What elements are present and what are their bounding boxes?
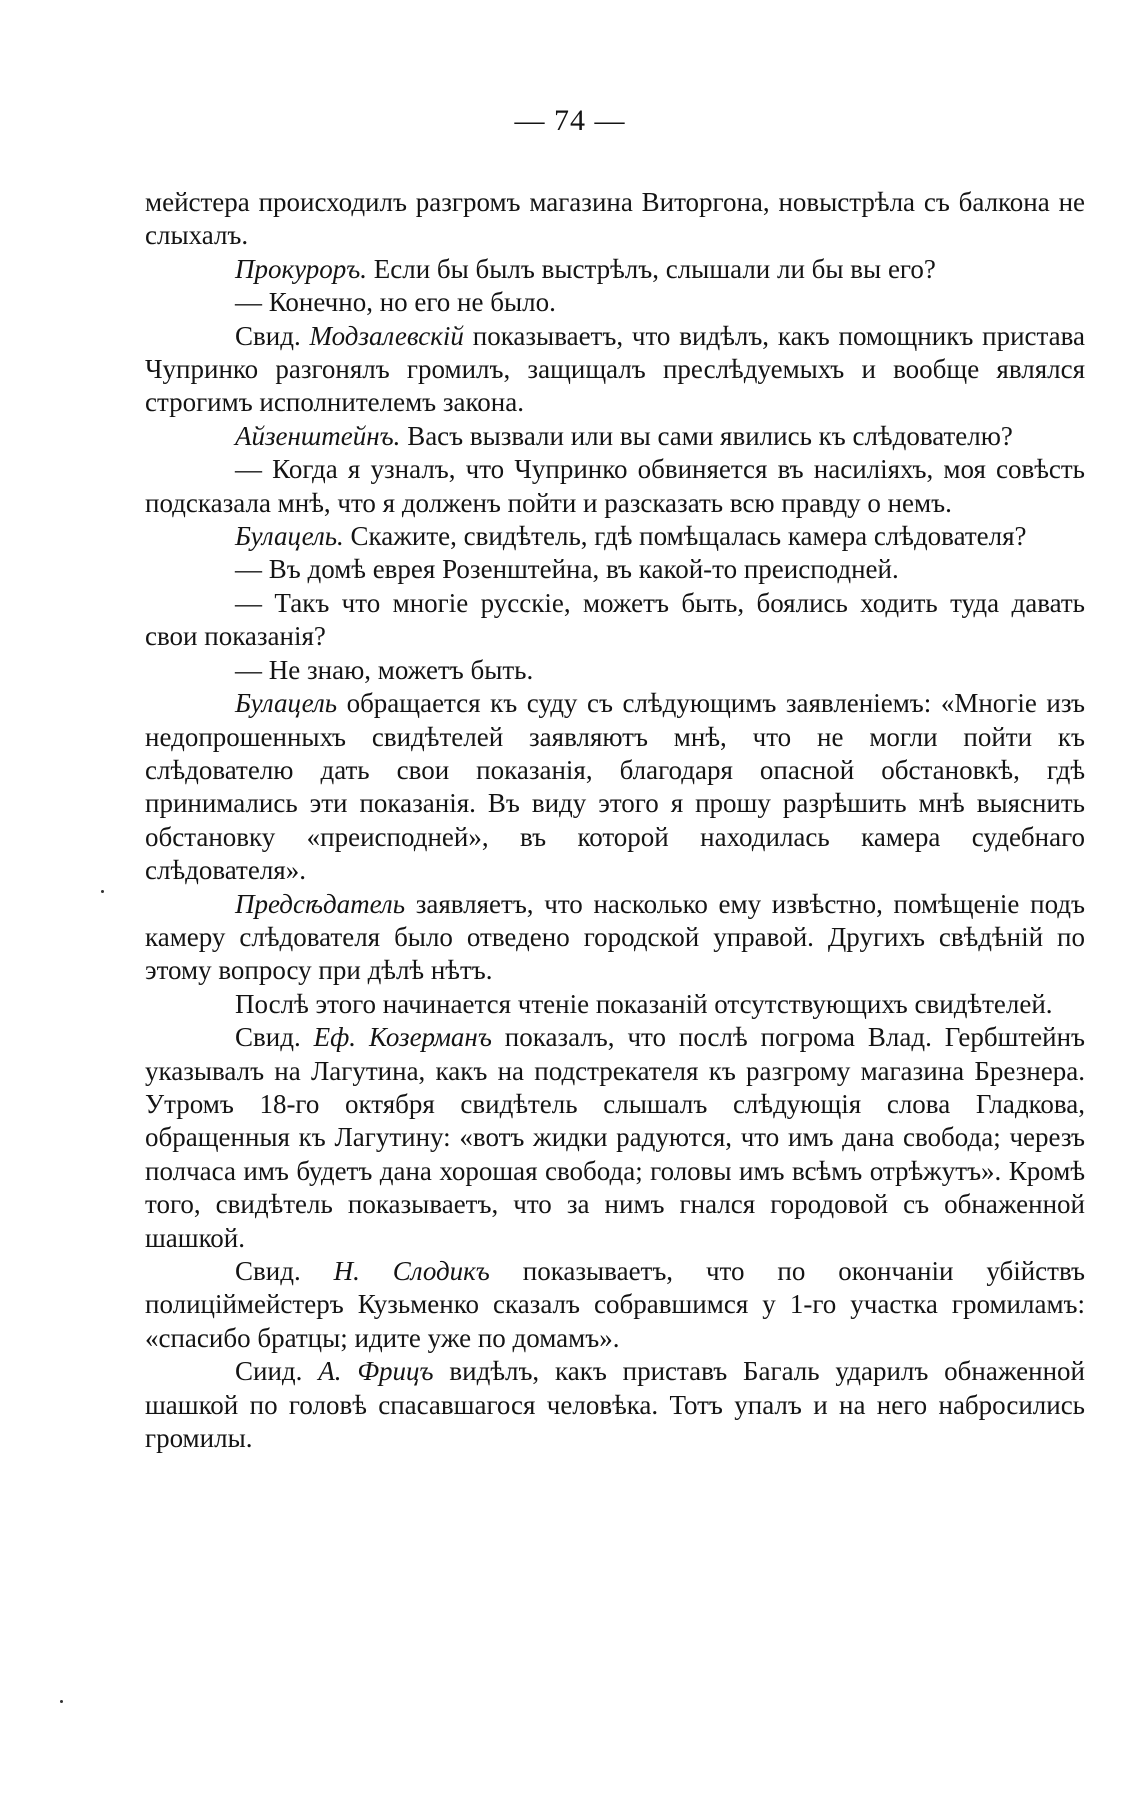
- paragraph-8: [145, 553, 1085, 586]
- paragraph-text: Сиид.: [235, 1356, 319, 1387]
- paragraph-12: [145, 888, 1085, 988]
- paragraph-3: [145, 286, 1085, 319]
- paragraph-text: Свид.: [235, 1256, 334, 1286]
- paragraph-text: мейстера происходилъ разгромъ магазина Виторгона, новыстрѣла съ балкона не слыхалъ.: [145, 187, 1085, 251]
- paragraph-text: показываетъ, что по окончаніи убійствъ полиціймейстеръ Кузьменко сказалъ собравшимся у 1-го участка громиламъ: «спасибо братцы; идите уже по домамъ».: [145, 1256, 1085, 1353]
- paragraph-7: [145, 520, 1085, 553]
- scan-speck: [101, 890, 104, 893]
- paragraph-text: видѣлъ, какъ приставъ Багаль ударилъ обнаженной шашкой по головѣ спасавшагося человѣка. Тотъ упалъ и на него набросились громилы.: [145, 1356, 1085, 1454]
- paragraph-4: [145, 320, 1085, 420]
- page-text: [145, 186, 1085, 1455]
- scan-speck: [60, 1700, 63, 1703]
- paragraph-text: Свид.: [235, 1022, 314, 1053]
- paragraph-text: — Когда я узналъ, что Чупринко обвиняется въ насиліяхъ, моя совѣсть подсказала мнѣ, что я долженъ пойти и разсказать всю правду о немъ.: [145, 454, 1085, 518]
- paragraph-15: [145, 1255, 1085, 1355]
- paragraph-text: Свид.: [235, 320, 310, 351]
- paragraph-text: Если бы былъ выстрѣлъ, слышали ли бы вы его?: [367, 253, 936, 284]
- paragraph-text: — Не знаю, можетъ быть.: [235, 654, 534, 685]
- paragraph-1: [145, 186, 1085, 253]
- paragraph-11: [145, 687, 1085, 887]
- paragraph-9: [145, 587, 1085, 654]
- paragraph-5: [145, 420, 1085, 453]
- speaker-name: Еф. Козерманъ: [313, 1022, 492, 1053]
- speaker-name: Предсѣдатель: [235, 888, 405, 919]
- speaker-name: Булацель.: [235, 521, 344, 552]
- paragraph-10: [145, 654, 1085, 687]
- paragraph-text: Скажите, свидѣтель, гдѣ помѣщалась камера слѣдователя?: [343, 521, 1027, 552]
- paragraph-text: — Въ домѣ еврея Розенштейна, въ какой-то преисподней.: [235, 554, 899, 585]
- speaker-name: Прокуроръ.: [235, 253, 368, 284]
- paragraph-2: [145, 253, 1085, 286]
- paragraph-text: обращается къ суду съ слѣдующимъ заявленіемъ: «Многіе изъ недопрошенныхъ свидѣтелей заявляютъ мнѣ, что не могли пойти къ слѣдователю дать свои показанія, благодаря опасной обстановкѣ, гдѣ принимались эти показанія. Въ виду этого я прошу разрѣшить мнѣ выяснить обстановку «преисподней», въ которой находилась камера судебнаго слѣдователя».: [145, 688, 1085, 886]
- page-number: — 74 —: [514, 104, 626, 137]
- paragraph-13: [145, 988, 1085, 1021]
- speaker-name: А. Фрицъ: [318, 1356, 434, 1387]
- speaker-name: Н. Слодикъ: [333, 1256, 490, 1286]
- paragraph-text: — Такъ что многіе русскіе, можетъ быть, боялись ходить туда давать свои показанія?: [145, 587, 1085, 652]
- paragraph-14: [145, 1021, 1085, 1255]
- paragraph-text: Послѣ этого начинается чтеніе показаній отсутствующихъ свидѣтелей.: [235, 988, 1053, 1019]
- speaker-name: Айзенштейнъ.: [235, 420, 401, 451]
- paragraph-text: показываетъ, что видѣлъ, какъ помощникъ пристава Чупринко разгонялъ громилъ, защищалъ преслѣдуемыхъ и вообще являлся строгимъ исполнителемъ закона.: [145, 320, 1085, 418]
- paragraph-text: Васъ вызвали или вы сами явились къ слѣдователю?: [400, 420, 1013, 451]
- speaker-name: Булацель: [235, 688, 338, 719]
- speaker-name: Модзалевскій: [309, 320, 464, 351]
- paragraph-text: заявляетъ, что насколько ему извѣстно, помѣщеніе подъ камеру слѣдователя было отведено городской управой. Другихъ свѣдѣній по этому вопросу при дѣлѣ нѣтъ.: [145, 888, 1085, 986]
- paragraph-text: — Конечно, но его не было.: [235, 287, 556, 318]
- paragraph-6: [145, 453, 1085, 520]
- paragraph-text: показалъ, что послѣ погрома Влад. Гербштейнъ указывалъ на Лагутина, какъ на подстрекателя къ разгрому магазина Брезнера. Утромъ 18-го октября свидѣтель слышалъ слѣдующія слова Гладкова, обращенныя къ Лагутину: «вотъ жидки радуются, что имъ дана свобода; черезъ полчаса имъ будетъ дана хорошая свобода; головы имъ всѣмъ отрѣжутъ». Кромѣ того, свидѣтель показываетъ, что за нимъ гнался городовой съ обнаженной шашкой.: [145, 1022, 1086, 1253]
- paragraph-16: [145, 1355, 1085, 1455]
